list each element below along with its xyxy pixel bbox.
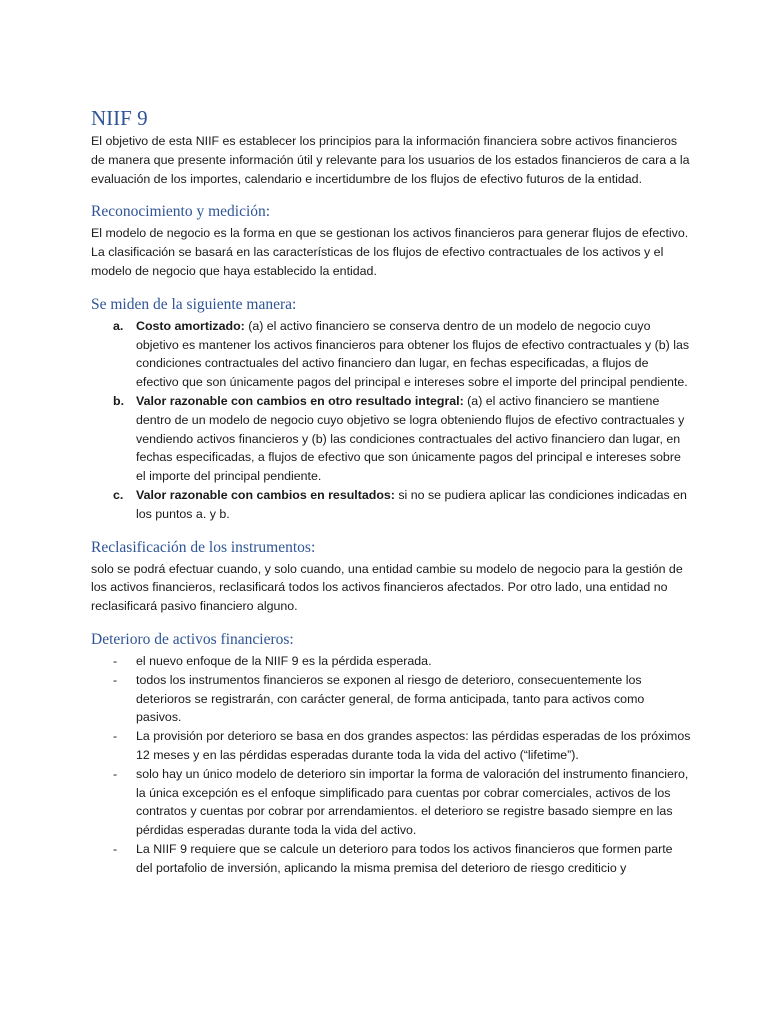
reclasificacion-paragraph: solo se podrá efectuar cuando, y solo cuando, una entidad cambie su modelo de negocio para la gestión de los activos financieros, reclasificará todos los activos financieros afectados. Por otro lado, una entidad no reclasificará pasivo financiero alguno. [91,561,683,614]
list-item-term: Costo amortizado: [136,318,245,333]
list-item-text: solo hay un único modelo de deterioro sin importar la forma de valoración del instrumento financiero, la única excepción es el enfoque simplificado para cuentas por cobrar comerciales, activos de los contratos y cuentas por cobrar por arrendamientos. el deterioro se registre basado siempre en las pérdidas esperadas durante toda la vida del activo. [136,766,689,838]
medicion-list [91,317,691,524]
list-item-term: Valor razonable con cambios en otro resultado integral: [136,393,464,408]
list-marker: b. [113,393,125,408]
list-item-text: La NIIF 9 requiere que se calcule un deterioro para todos los activos financieros que formen parte del portafolio de inversión, aplicando la misma premisa del deterioro de riesgo crediticio y [136,841,673,875]
intro-paragraph: El objetivo de esta NIIF es establecer los principios para la información financiera sobre activos financieros de manera que presente información útil y relevante para los usuarios de los estados financieros de cara a la evaluación de los importes, calendario e incertidumbre de los flujos de efectivo futuros de la entidad. [91,134,690,186]
heading-medicion: Se miden de la siguiente manera: [91,295,297,313]
list-item [91,671,691,727]
list-item-text: si no se pudiera aplicar las condiciones indicadas en los puntos a. y b. [136,487,687,521]
list-marker: - [113,766,118,781]
list-item [91,317,691,392]
list-marker: a. [113,318,124,333]
list-item-text: (a) el activo financiero se conserva dentro de un modelo de negocio cuyo objetivo es mantener los activos financieros para obtener los flujos de efectivo contractuales y (b) las condiciones contractuales del activo financiero dan lugar, en fechas especificadas, a flujos de efectivo que son únicamente pagos del principal e intereses sobre el importe del principal pendiente. [136,318,690,390]
list-item-term: Valor razonable con cambios en resultados: [136,487,395,502]
list-item [91,652,691,671]
list-marker: - [113,729,118,744]
list-marker: - [113,672,118,687]
heading-reconocimiento: Reconocimiento y medición: [91,203,271,221]
list-item [91,392,691,486]
list-item-text: La provisión por deterioro se basa en dos grandes aspectos: las pérdidas esperadas de los próximos 12 meses y en las pérdidas esperadas durante toda la vida del activo (“lifetime”). [136,729,691,762]
list-item [91,727,691,765]
heading-reclasificacion: Reclasificación de los instrumentos: [91,538,316,556]
list-item [91,486,691,524]
list-item [91,840,691,878]
deterioro-list [91,652,691,878]
list-item [91,765,691,840]
document-page [91,104,691,878]
list-item-text: (a) el activo financiero se mantiene dentro de un modelo de negocio cuyo objetivo se logra obteniendo flujos de efectivo contractuales y vendiendo activos financieros y (b) las condiciones contractuales del activo financiero dan lugar, en fechas especificadas, a flujos de efectivo que son únicamente pagos del principal e intereses sobre el importe del principal pendiente. [136,393,685,484]
reconocimiento-paragraph: El modelo de negocio es la forma en que se gestionan los activos financieros para generar flujos de efectivo. La clasificación se basará en las características de los flujos de efectivo contractuales de los activos y el modelo de negocio que haya establecido la entidad. [91,226,689,278]
list-marker: - [113,653,118,668]
list-item-text: todos los instrumentos financieros se exponen al riesgo de deterioro, consecuentemente los deterioros se registrarán, con carácter general, de forma anticipada, tanto para activos como pasivos. [136,672,645,725]
list-marker: c. [113,487,124,502]
list-item-text: el nuevo enfoque de la NIIF 9 es la pérdida esperada. [136,653,432,668]
heading-deterioro: Deterioro de activos financieros: [91,630,294,648]
list-marker: - [113,841,118,856]
document-title: NIIF 9 [91,106,148,130]
